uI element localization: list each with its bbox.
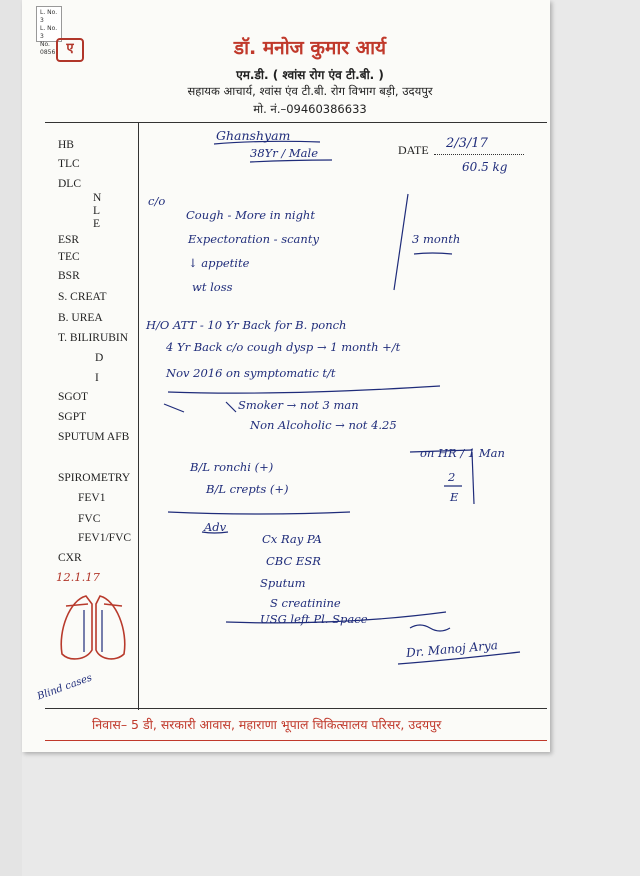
lung-inner-lines	[84, 610, 102, 652]
history-line-1: H/O ATT - 10 Yr Back for B. ponch	[146, 318, 347, 332]
advice-label: Adv	[204, 520, 227, 534]
lab-label-e: E	[93, 218, 101, 230]
stamp-line: L. No. 3	[40, 9, 58, 24]
stamp-line: L. No. 3	[40, 25, 58, 40]
exam-bracket	[472, 452, 474, 504]
signature-flourish	[410, 625, 450, 631]
lab-label-esr: ESR	[58, 234, 80, 246]
advice-line-4: S creatinine	[270, 596, 341, 610]
lab-label-sgot: SGOT	[58, 391, 89, 403]
duration-underline	[414, 253, 452, 254]
name-underline	[214, 141, 320, 144]
doctor-mobile: मो. नं.–09460386633	[253, 102, 367, 116]
advice-line-1: Cx Ray PA	[262, 532, 322, 546]
advice-line-5: USG left Pl. Space	[260, 612, 368, 626]
lab-label-b-urea: B. UREA	[58, 312, 103, 324]
complaint-co: c/o	[148, 194, 166, 208]
lab-label-l: L	[93, 205, 101, 217]
doctor-name: डॉ. मनोज कुमार आर्य	[233, 37, 387, 59]
doctor-designation: सहायक आचार्य, श्वांस एंव टी.बी. रोग विभाग बड़ी, उदयपुर	[187, 84, 433, 98]
history-line-5: Non Alcoholic → not 4.25	[250, 418, 397, 432]
advice-line-3: Sputum	[260, 576, 306, 590]
stamp-line: No. 0856	[40, 41, 56, 56]
clinic-address: निवास– 5 डी, सरकारी आवास, महाराणा भूपाल चिकित्सालय परिसर, उदयपुर	[92, 717, 442, 732]
complaint-line-4: wt loss	[192, 280, 233, 294]
lab-label-i: I	[95, 372, 99, 384]
advice-final-underline	[226, 612, 446, 623]
lung-sketch	[61, 596, 125, 659]
patient-age-sex: 38Yr / Male	[250, 146, 319, 160]
lab-label-cxr: CXR	[58, 552, 82, 564]
complaint-duration: 3 month	[412, 232, 461, 246]
lab-label-hb: HB	[58, 139, 74, 151]
visit-date: 2/3/17	[446, 136, 488, 151]
complaint-line-2: Expectoration - scanty	[188, 232, 319, 246]
lab-label-n: N	[93, 192, 102, 204]
doctor-signature-text: Dr. Manoj Arya	[405, 638, 499, 660]
cxr-date: 12.1.17	[56, 570, 100, 584]
complaint-line-1: Cough - More in night	[186, 208, 315, 222]
history-underline	[168, 386, 440, 393]
side-note: Blind cases	[35, 672, 94, 703]
history-line-2: 4 Yr Back c/o cough dysp → 1 month +/t	[166, 340, 401, 354]
exam-line-5: E	[450, 490, 459, 504]
exam-underline	[168, 512, 350, 514]
lab-label-d: D	[95, 352, 104, 364]
complaint-bracket-line	[394, 194, 408, 290]
age-underline	[250, 160, 332, 162]
exam-line-1: B/L ronchi (+)	[190, 460, 274, 474]
lab-label-tec: TEC	[58, 251, 80, 263]
signature-underline	[398, 652, 520, 664]
date-label: DATE	[398, 143, 429, 157]
lab-label-fvc: FVC	[78, 513, 101, 525]
lab-label-bsr: BSR	[58, 270, 80, 282]
lab-label-sputum-afb: SPUTUM AFB	[58, 431, 130, 443]
lab-label-fev1-fvc: FEV1/FVC	[78, 532, 132, 544]
history-line-4: Smoker → not 3 man	[238, 398, 359, 412]
exam-line-3: on HR / 1 Man	[420, 446, 505, 460]
advice-line-2: CBC ESR	[266, 554, 321, 568]
strike-marks	[164, 402, 236, 412]
exam-line-2: B/L crepts (+)	[206, 482, 289, 496]
address-underline	[45, 740, 547, 741]
lab-label-spirometry: SPIROMETRY	[58, 472, 131, 484]
lab-label-s-creat: S. CREAT	[58, 291, 107, 303]
patient-name: Ghanshyam	[216, 128, 291, 143]
lab-label-dlc: DLC	[58, 178, 81, 190]
clinic-logo: ए	[56, 38, 84, 62]
patient-weight: 60.5 kg	[462, 160, 508, 174]
lab-label-sgpt: SGPT	[58, 411, 87, 423]
lab-label-t-bilirubin: T. BILIRUBIN	[58, 332, 129, 344]
complaint-line-3: ↓ appetite	[188, 256, 250, 270]
exam-line-4: 2	[448, 470, 456, 484]
history-line-3: Nov 2016 on symptomatic t/t	[166, 366, 336, 380]
lab-label-tlc: TLC	[58, 158, 80, 170]
advice-underline	[202, 532, 228, 533]
doctor-degree: एम.डी. ( श्वांस रोग एंव टी.बी. )	[236, 68, 384, 82]
lab-label-fev1: FEV1	[78, 492, 106, 504]
exam-fraction-top	[410, 450, 472, 452]
